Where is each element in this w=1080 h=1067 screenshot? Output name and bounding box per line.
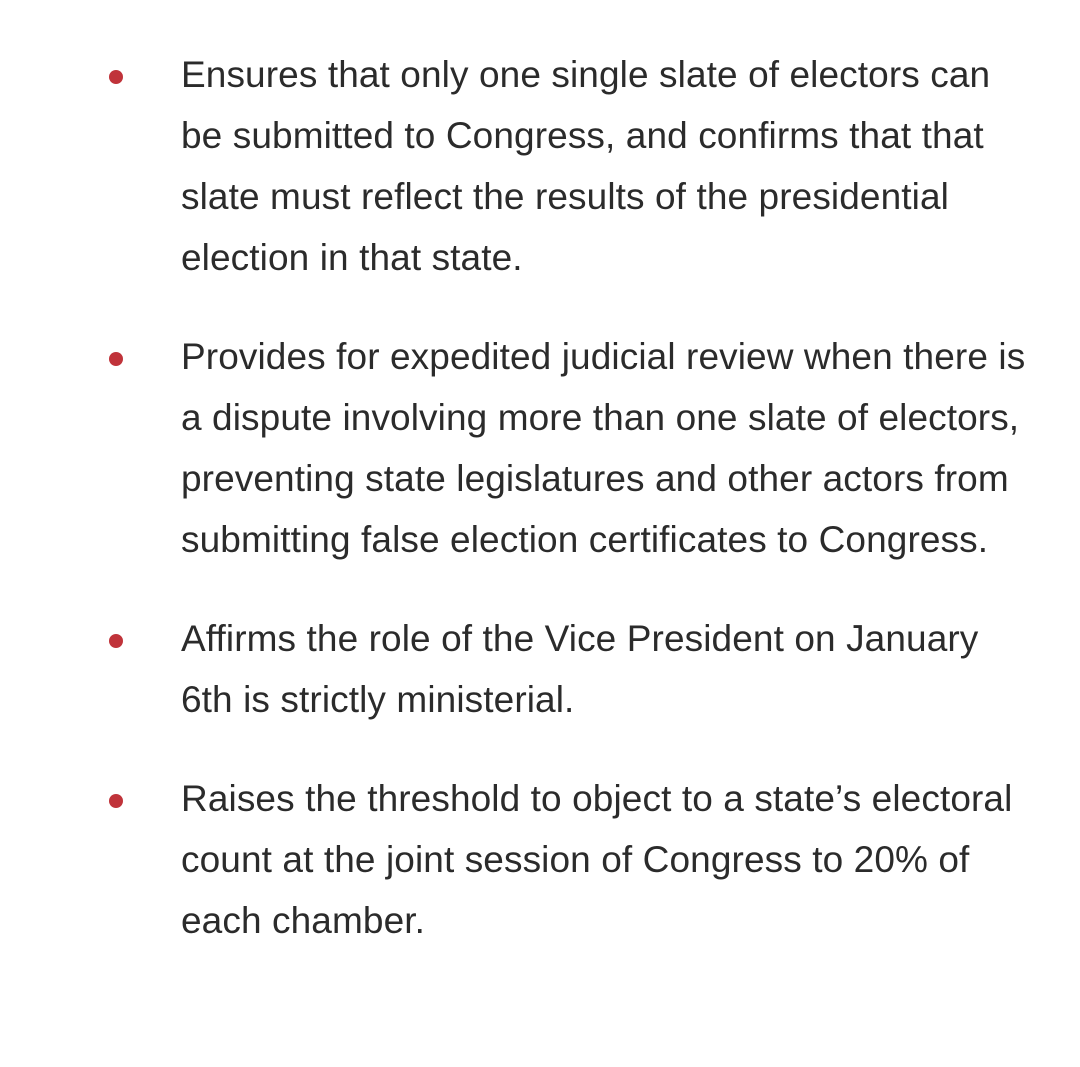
list-item-text: Provides for expedited judicial review when there is a dispute involving more than one slate of electors, preventing state legislatures and other actors from submitting false election certificates to Congress. — [181, 336, 1026, 560]
list-item — [0, 326, 1080, 570]
list-item-text: Affirms the role of the Vice President on January 6th is strictly ministerial. — [181, 618, 979, 720]
bullet-dot-icon — [109, 794, 123, 808]
list-item-text: Raises the threshold to object to a state’s electoral count at the joint session of Congress to 20% of each chamber. — [181, 778, 1013, 941]
bullet-dot-icon — [109, 634, 123, 648]
bullet-list — [0, 44, 1080, 989]
list-item — [0, 44, 1080, 288]
list-item — [0, 768, 1080, 951]
bullet-dot-icon — [109, 70, 123, 84]
list-item-text: Ensures that only one single slate of electors can be submitted to Congress, and confirms that that slate must reflect the results of the presidential election in that state. — [181, 54, 991, 278]
bullet-dot-icon — [109, 352, 123, 366]
list-item — [0, 608, 1080, 730]
